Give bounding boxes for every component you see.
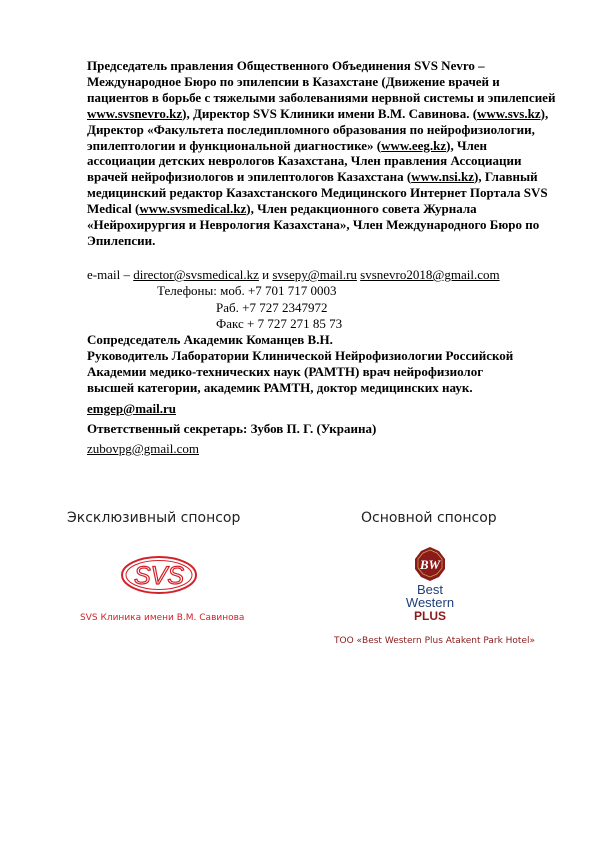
email-line <box>87 267 500 283</box>
link-svs[interactable]: www.svs.kz <box>477 105 541 121</box>
link-nsi[interactable]: www.nsi.kz <box>411 169 475 185</box>
svs-logo-text: SVS <box>133 562 185 590</box>
chair-text-6: ), Член редакционного совета Журнала «Нейрохирургия и Неврология Казахстана», Член Международного Бюро по Эпилепсии. <box>87 201 540 248</box>
svs-caption: SVS Клиника имени В.М. Савинова <box>80 613 245 623</box>
email-director-link[interactable]: director@svsmedical.kz <box>133 267 259 282</box>
chair-text-3: ), Директор «Факультета последипломного образования по нейрофизиологии, эпилептологии и функциональной диагностике» ( <box>87 105 549 153</box>
exclusive-sponsor-title: Эксклюзивный спонсор <box>67 510 241 526</box>
cochair-title-line1: Руководитель Лаборатории Клинической Нейрофизиологии Российской <box>87 348 514 363</box>
best-western-logo[interactable] <box>398 546 462 622</box>
bw-best-text: Best <box>416 582 444 597</box>
email-svsepy-link[interactable]: svsepy@mail.ru <box>272 267 357 282</box>
chair-text-5: ), Главный медицинский редактор Казахстанского Медицинского Интернет Портала SVS Medical ( <box>87 169 548 217</box>
main-sponsor-title: Основной спонсор <box>361 510 497 526</box>
bw-western-text: Western <box>405 595 455 610</box>
phone-mobile: Телефоны: моб. +7 701 717 0003 <box>157 283 337 298</box>
email-prefix: e-mail – <box>87 267 134 282</box>
link-eeg[interactable]: www.eeg.kz <box>381 137 447 153</box>
chair-text-1: Председатель правления Общественного Объединения SVS Nevro – Международное Бюро по эпилепсии в Казахстане (Движение врачей и пациентов в борьбе с тяжелыми заболеваниями нервной системы и эпилепсией <box>87 58 556 105</box>
cochair-email-link[interactable]: emgep@mail.ru <box>87 401 176 416</box>
secretary-email-link[interactable]: zubovpg@gmail.com <box>87 441 199 456</box>
fax: Факс + 7 727 271 85 73 <box>216 316 343 331</box>
email-separator: и <box>258 267 273 282</box>
cochair-title-line3: высшей категории, академик РАМТН, доктор медицинских наук. <box>87 380 473 395</box>
cochair-title-line2: Академии медико-технических наук (РАМТН) врач нейрофизиолог <box>87 364 484 379</box>
cochair-name: Сопредседатель Академик Команцев В.Н. <box>87 332 333 347</box>
chair-text-2: ), Директор SVS Клиники имени В.М. Савинова. ( <box>182 105 478 121</box>
bw-plus-text: PLUS <box>413 609 447 622</box>
chair-paragraph <box>87 58 557 249</box>
email-svsnevro-link[interactable]: svsnevro2018@gmail.com <box>360 267 500 282</box>
svs-logo[interactable] <box>120 555 198 595</box>
phone-work: Раб. +7 727 2347972 <box>216 300 328 315</box>
bw-caption: ТОО «Best Western Plus Atakent Park Hotel» <box>334 636 535 646</box>
link-svsnevro[interactable]: www.svsnevro.kz <box>87 105 183 121</box>
link-svsmedical[interactable]: www.svsmedical.kz <box>139 201 247 217</box>
secretary-line: Ответственный секретарь: Зубов П. Г. (Украина) <box>87 421 377 436</box>
bw-badge-text: BW <box>419 557 441 572</box>
chair-text-4: ), Член ассоциации детских неврологов Казахстана, Член правления Ассоциации врачей нейрофизиологов и эпилептологов Казахстана ( <box>87 137 522 185</box>
